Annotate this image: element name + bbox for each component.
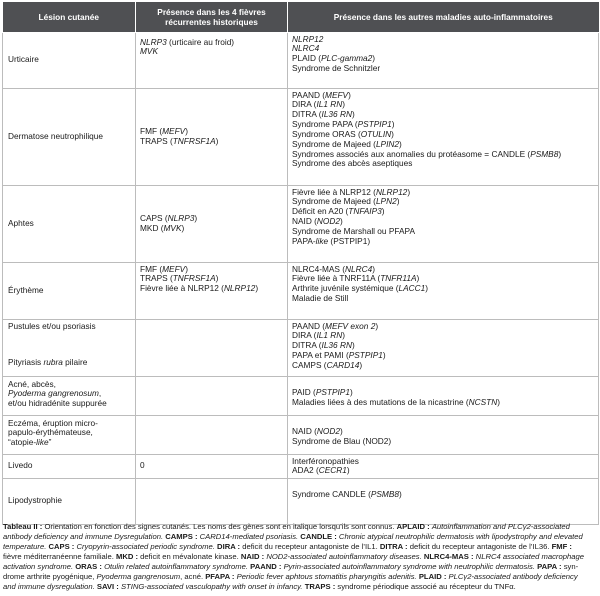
caption-term: APLAID : bbox=[396, 522, 432, 531]
historic-item-text: ) bbox=[181, 222, 185, 233]
disease-item-text: ) bbox=[425, 283, 429, 294]
lesion-label-text: Acné, abcès, bbox=[8, 378, 56, 389]
disease-item-text: Syndromes associés aux anomalies du protéasome = CANDLE ( bbox=[292, 148, 531, 159]
disease-item-text: NLRC4-MAS ( bbox=[292, 263, 346, 274]
historic-cell bbox=[136, 415, 288, 454]
disease-item-text: DITRA ( bbox=[292, 109, 322, 120]
caption-term: NLRC4-MAS : bbox=[423, 552, 476, 562]
disease-item-text: Maladie de Still bbox=[292, 293, 349, 304]
disease-item-text: Fièvre liée à NLRP12 ( bbox=[292, 186, 376, 197]
disease-item-gene: NLRP12 bbox=[375, 186, 408, 197]
disease-item bbox=[292, 237, 594, 247]
historic-item-text: FMF ( bbox=[140, 125, 163, 136]
caption-text: Pyrin-associated autoinflammatory syndrome with neutrophilic dermatosis. bbox=[283, 562, 538, 572]
caption-line bbox=[3, 572, 599, 582]
caption-text: NOD2-associated autoinflammatory diseases. bbox=[266, 552, 424, 562]
disease-item-gene: NOD2 bbox=[316, 426, 340, 437]
caption-line bbox=[3, 562, 599, 572]
caption-text: PLCγ2-associated antibody deficiency bbox=[448, 572, 578, 582]
lesion-label-text: pilaire bbox=[62, 357, 88, 368]
disease-item-gene: MEFV bbox=[325, 89, 349, 100]
disease-item-text: ) bbox=[346, 465, 350, 476]
disease-item-text: ) bbox=[391, 119, 395, 130]
disease-item-gene: OTULIN bbox=[360, 128, 392, 139]
historic-item-text: (urticaire au froid) bbox=[166, 36, 235, 47]
caption-text: and immune dysregulation. bbox=[3, 582, 97, 592]
other-diseases-cell bbox=[288, 88, 599, 185]
disease-item-gene: NLRP12 bbox=[292, 33, 324, 44]
caption-term: ORAS : bbox=[75, 562, 105, 572]
caption-text: antibody deficiency and immune Dysregulation. bbox=[3, 532, 166, 542]
disease-item-gene: LACC1 bbox=[398, 283, 426, 294]
lesion-label: Urticaire bbox=[8, 54, 39, 65]
disease-item-gene: NLRC4 bbox=[345, 263, 373, 274]
historic-item-text: CAPS ( bbox=[140, 212, 168, 223]
disease-item-text: DIRA ( bbox=[292, 99, 317, 110]
lesion-label-text: papulo-érythémateuse, bbox=[8, 427, 93, 438]
header-other-diseases: Présence dans les autres maladies auto-inflammatoires bbox=[288, 2, 599, 32]
caption-text: , acné. bbox=[180, 572, 206, 582]
disease-item bbox=[292, 294, 594, 304]
caption-text: Orientation en fonction des signes cutanés. Les noms des gènes sont en italique lorsqu’ils sont connus. bbox=[44, 522, 397, 531]
historic-cell bbox=[136, 454, 288, 478]
caption-text: STING-associated vasculopathy with onset in infancy. bbox=[120, 582, 305, 592]
disease-item-text: Syndrome des abcès aseptiques bbox=[292, 158, 413, 169]
disease-item-text: ) bbox=[339, 216, 343, 227]
disease-item bbox=[292, 490, 594, 500]
caption-text: Autoinflammation and PLCγ2-associated bbox=[431, 522, 570, 531]
historic-item-gene: MEFV bbox=[162, 125, 186, 136]
historic-item bbox=[140, 38, 283, 48]
lesion-cell bbox=[3, 478, 136, 524]
disease-item-gene: LPN2 bbox=[375, 196, 397, 207]
disease-item-gene: MEFV exon 2 bbox=[325, 320, 376, 331]
disease-item-gene: IL36 RN bbox=[321, 340, 352, 351]
disease-item-gene: like bbox=[315, 235, 329, 246]
other-diseases-cell bbox=[288, 32, 599, 88]
disease-item bbox=[292, 398, 594, 408]
disease-item-gene: CECR1 bbox=[318, 465, 347, 476]
historic-item-text: ) bbox=[215, 273, 219, 284]
caption-term: MKD : bbox=[115, 552, 141, 562]
other-diseases-cell bbox=[288, 262, 599, 319]
caption-term: PAPA : bbox=[537, 562, 564, 572]
disease-item-text: Syndrome de Majeed ( bbox=[292, 196, 376, 207]
lesion-label bbox=[8, 399, 130, 409]
disease-item-gene: PSTPIP1 bbox=[348, 350, 383, 361]
disease-item-text: PAAND ( bbox=[292, 320, 326, 331]
historic-item bbox=[140, 284, 283, 294]
disease-item-gene: IL36 RN bbox=[321, 109, 352, 120]
historic-cell bbox=[136, 319, 288, 376]
lesion-cell bbox=[3, 376, 136, 415]
disease-item-text: ) bbox=[359, 359, 363, 370]
disease-item-text: ) bbox=[342, 99, 346, 110]
disease-item-text: PAAND ( bbox=[292, 89, 326, 100]
caption-text: Pyoderma gangrenosum bbox=[96, 572, 181, 582]
caption-term: NAID : bbox=[240, 552, 267, 562]
other-diseases-cell bbox=[288, 319, 599, 376]
other-diseases-cell bbox=[288, 478, 599, 524]
disease-item-text: Syndrome de Marshall ou PFAPA bbox=[292, 225, 415, 236]
caption-term: DITRA : bbox=[379, 542, 410, 552]
caption-text: Cryopyrin-associated periodic syndrome. bbox=[76, 542, 218, 552]
header-lesion: Lésion cutanée bbox=[3, 2, 136, 32]
caption-term: SAVI : bbox=[96, 582, 121, 592]
disease-item-text: DIRA ( bbox=[292, 330, 317, 341]
disease-item-text: ) bbox=[351, 340, 355, 351]
caption-term: PAAND : bbox=[250, 562, 284, 572]
disease-item-gene: TNFAIP3 bbox=[348, 206, 382, 217]
disease-item-text: ADA2 ( bbox=[292, 465, 319, 476]
table-row bbox=[3, 454, 599, 478]
historic-item-gene: TNFRSF1A bbox=[172, 273, 216, 284]
historic-item-gene: MEFV bbox=[162, 263, 186, 274]
lesion-label: Livedo bbox=[8, 460, 33, 471]
disease-item-text: Syndrome de Blau (NOD2) bbox=[292, 436, 392, 447]
historic-item-gene: NLRP3 bbox=[167, 212, 195, 223]
table-row bbox=[3, 262, 599, 319]
lesion-cell bbox=[3, 262, 136, 319]
historic-cell bbox=[136, 262, 288, 319]
historic-cell bbox=[136, 376, 288, 415]
other-diseases-cell bbox=[288, 454, 599, 478]
lesion-gap bbox=[8, 331, 130, 358]
disease-item-text: ) bbox=[348, 89, 351, 100]
caption-term: PLAID : bbox=[418, 572, 449, 582]
caption-text: syndrome périodique associé au récepteur du TNFα. bbox=[337, 582, 516, 592]
disease-item bbox=[292, 35, 594, 45]
historic-item-text: ) bbox=[215, 135, 219, 146]
disease-item-gene: CARD14 bbox=[326, 359, 360, 370]
table-body bbox=[3, 32, 599, 524]
disease-item-text: NAID ( bbox=[292, 426, 317, 437]
lesion-label-text: et/ou hidradénite suppurée bbox=[8, 398, 107, 409]
disease-item-text: Arthrite juvénile systémique ( bbox=[292, 283, 399, 294]
disease-item-text: ) bbox=[497, 397, 500, 408]
disease-item-text: Fièvre liée à TNRF11A ( bbox=[292, 273, 381, 284]
disease-item-text: ) bbox=[381, 206, 385, 217]
table-row bbox=[3, 319, 599, 376]
disease-item-text: ) bbox=[399, 138, 402, 149]
other-diseases-cell bbox=[288, 415, 599, 454]
lesion-label-text: Eczéma, éruption micro- bbox=[8, 417, 98, 428]
caption-text: Periodic fever aphtous stomatitis pharyngitis adenitis. bbox=[236, 572, 419, 582]
historic-item bbox=[140, 461, 283, 471]
historic-item-text: TRAPS ( bbox=[140, 135, 173, 146]
disease-item-text: ) bbox=[342, 330, 346, 341]
disease-item-text: Déficit en A20 ( bbox=[292, 206, 349, 217]
historic-item-text: ) bbox=[194, 212, 198, 223]
disease-item-text: Syndrome ORAS ( bbox=[292, 128, 361, 139]
table-row bbox=[3, 415, 599, 454]
historic-cell bbox=[136, 32, 288, 88]
lesion-cell bbox=[3, 319, 136, 376]
lesion-label: Lipodystrophie bbox=[8, 495, 62, 506]
caption-text: fièvre méditerranéenne familiale. bbox=[3, 552, 116, 562]
disease-item-gene: PLC-gamma2 bbox=[321, 53, 373, 64]
lesion-label-text: , bbox=[98, 388, 102, 399]
lesion-label-gene: like bbox=[36, 437, 49, 448]
lesion-cell bbox=[3, 88, 136, 185]
table-row bbox=[3, 32, 599, 88]
disease-item-text: Interféronopathies bbox=[292, 455, 359, 466]
disease-item-gene: NLRC4 bbox=[292, 43, 320, 54]
historic-item bbox=[140, 224, 283, 234]
disease-item bbox=[292, 361, 594, 371]
caption-line bbox=[3, 522, 599, 532]
historic-item-text: ) bbox=[185, 263, 188, 274]
lesion-label: Dermatose neutrophilique bbox=[8, 130, 104, 141]
historic-item bbox=[140, 47, 283, 57]
other-diseases-cell bbox=[288, 185, 599, 262]
historic-cell bbox=[136, 478, 288, 524]
table-caption bbox=[3, 522, 599, 592]
disease-item-text: ) bbox=[372, 263, 375, 274]
disease-item-text: CAMPS ( bbox=[292, 359, 327, 370]
lesion-label-italic: rubra bbox=[43, 357, 63, 368]
caption-line bbox=[3, 532, 599, 542]
disease-item-text: ) bbox=[351, 109, 355, 120]
caption-text: NLRC4 associated macrophage bbox=[475, 552, 584, 562]
disease-item-text: ) bbox=[407, 186, 411, 197]
caption-text: Chronic atypical neutrophilic dermatosis with lipodystrophy and elevated bbox=[338, 532, 583, 542]
caption-text: temperature. bbox=[3, 542, 49, 552]
disease-item-text: ) bbox=[399, 489, 402, 500]
table-row bbox=[3, 185, 599, 262]
historic-item-text: MKD ( bbox=[140, 222, 164, 233]
historic-item-gene: TNFRSF1A bbox=[172, 135, 216, 146]
skin-signs-table bbox=[2, 2, 599, 525]
disease-item-text: ) bbox=[391, 128, 394, 139]
caption-term: CAMPS : bbox=[165, 532, 200, 542]
other-diseases-cell bbox=[288, 376, 599, 415]
caption-term: DIRA : bbox=[217, 542, 243, 552]
disease-item-gene: LPIN2 bbox=[375, 138, 399, 149]
disease-item-gene: TNFR11A bbox=[380, 273, 417, 284]
disease-item-text: Syndrome de Majeed ( bbox=[292, 138, 376, 149]
disease-item-gene: IL1 RN bbox=[316, 330, 343, 341]
disease-item-text: PAID ( bbox=[292, 387, 316, 398]
disease-item-text: ) bbox=[349, 387, 353, 398]
disease-item-text: ) bbox=[382, 350, 386, 361]
historic-item-gene: NLRP3 bbox=[140, 36, 167, 47]
lesion-cell bbox=[3, 32, 136, 88]
caption-term: TRAPS : bbox=[304, 582, 338, 592]
disease-item-text: ) bbox=[375, 320, 379, 331]
disease-item-gene: NCSTN bbox=[468, 397, 498, 408]
lesion-label-text: Pityriasis bbox=[8, 357, 44, 368]
lesion-label-text: ” bbox=[48, 437, 52, 448]
lesion-label: Pustules et/ou psoriasis bbox=[8, 320, 96, 331]
caption-text: Otulin related autoinflammatory syndrome. bbox=[104, 562, 251, 572]
lesion-label-text: “atopie- bbox=[8, 437, 37, 448]
disease-item-gene: NOD2 bbox=[316, 216, 340, 227]
caption-text: drome arthrite pyogénique, bbox=[3, 572, 97, 582]
disease-item-text: ) bbox=[396, 196, 400, 207]
historic-item-text: FMF ( bbox=[140, 263, 163, 274]
caption-text: deficit du recepteur antagoniste de l’IL36. bbox=[409, 542, 552, 552]
caption-text: syn- bbox=[563, 562, 579, 572]
historic-item-text: ) bbox=[255, 283, 259, 294]
historic-item-text: ) bbox=[185, 125, 188, 136]
caption-term: CAPS : bbox=[48, 542, 77, 552]
lesion-label-gene: Pyoderma gangrenosum bbox=[8, 388, 99, 399]
caption-line bbox=[3, 582, 599, 592]
disease-item-text: Syndrome de Schnitzler bbox=[292, 63, 381, 74]
disease-item bbox=[292, 466, 594, 476]
historic-item bbox=[140, 137, 283, 147]
disease-item-text: ) bbox=[416, 273, 420, 284]
disease-item-gene: IL1 RN bbox=[316, 99, 343, 110]
disease-item-text: NAID ( bbox=[292, 216, 317, 227]
disease-item-text: Syndrome PAPA ( bbox=[292, 119, 358, 130]
disease-item-text: Syndrome CANDLE ( bbox=[292, 489, 371, 500]
caption-text: deficit en mévalonate kinase. bbox=[140, 552, 241, 562]
disease-item-text: PLAID ( bbox=[292, 53, 322, 64]
lesion-cell bbox=[3, 415, 136, 454]
historic-item-text: Fièvre liée à NLRP12 ( bbox=[140, 283, 224, 294]
disease-item bbox=[292, 437, 594, 447]
historic-cell bbox=[136, 185, 288, 262]
disease-item-text: (PSTPIP1) bbox=[328, 235, 371, 246]
disease-item-gene: PSMB8 bbox=[530, 148, 559, 159]
table-row bbox=[3, 478, 599, 524]
lesion-cell bbox=[3, 185, 136, 262]
caption-text: CARD14-mediated psoriasis. bbox=[199, 532, 301, 542]
lesion-label bbox=[8, 358, 130, 368]
disease-item-gene: PSTPIP1 bbox=[357, 119, 392, 130]
lesion-label: Aphtes bbox=[8, 217, 34, 228]
disease-item-text: ) bbox=[372, 53, 376, 64]
caption-term: CANDLE : bbox=[300, 532, 339, 542]
historic-item-gene: NLRP12 bbox=[223, 283, 256, 294]
caption-text: activation syndrome. bbox=[3, 562, 76, 572]
caption-line bbox=[3, 542, 599, 552]
table-row bbox=[3, 88, 599, 185]
lesion-label bbox=[8, 438, 130, 448]
table-header-row bbox=[3, 2, 599, 32]
caption-term: Tableau II : bbox=[3, 522, 45, 531]
historic-item-gene: MVK bbox=[140, 46, 158, 57]
header-historic-fevers: Présence dans les 4 fièvres récurrentes historiques bbox=[136, 2, 288, 32]
disease-item bbox=[292, 159, 594, 169]
historic-item-gene: MVK bbox=[163, 222, 182, 233]
caption-text: deficit du recepteur antagoniste de l’IL1. bbox=[242, 542, 380, 552]
disease-item-text: Maladies liées à des mutations de la nicastrine ( bbox=[292, 397, 469, 408]
lesion-label: Érythème bbox=[8, 284, 44, 295]
historic-cell bbox=[136, 88, 288, 185]
disease-item-text: PAPA- bbox=[292, 235, 316, 246]
caption-line bbox=[3, 552, 599, 562]
disease-item-text: ) bbox=[558, 148, 562, 159]
caption-term: FMF : bbox=[551, 542, 572, 552]
table-row bbox=[3, 376, 599, 415]
disease-item-gene: PSMB8 bbox=[370, 489, 399, 500]
historic-item-text: TRAPS ( bbox=[140, 273, 173, 284]
disease-item bbox=[292, 64, 594, 74]
disease-item-gene: PSTPIP1 bbox=[315, 387, 350, 398]
caption-term: PFAPA : bbox=[205, 572, 237, 582]
disease-item-text: PAPA et PAMI ( bbox=[292, 350, 349, 361]
disease-item-text: ) bbox=[339, 426, 343, 437]
historic-item-text: 0 bbox=[140, 460, 145, 471]
lesion-cell bbox=[3, 454, 136, 478]
disease-item-text: DITRA ( bbox=[292, 340, 322, 351]
